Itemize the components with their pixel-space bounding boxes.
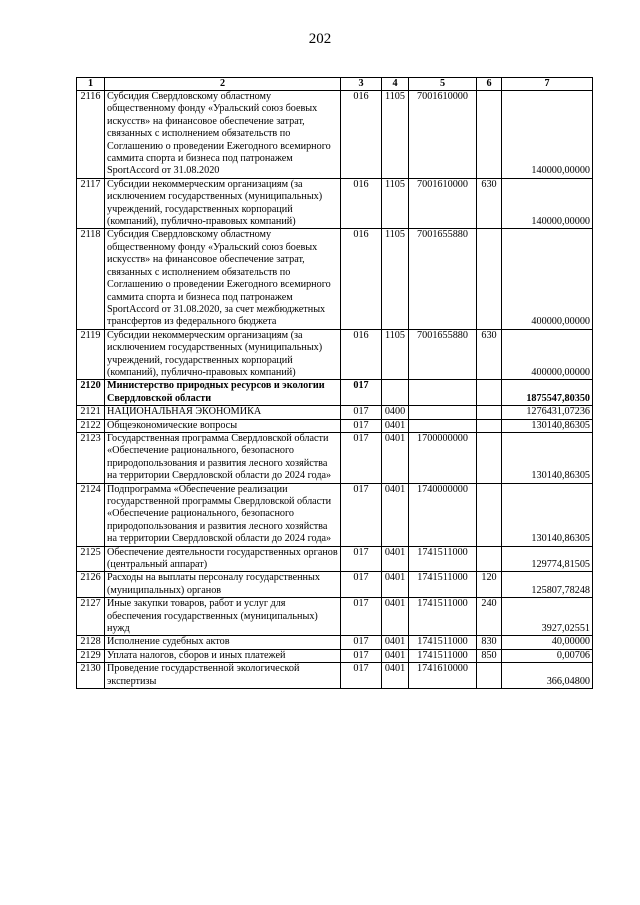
section-code (382, 380, 409, 406)
expense-kind-code: 630 (477, 329, 502, 380)
row-name: НАЦИОНАЛЬНАЯ ЭКОНОМИКА (105, 406, 341, 419)
row-name: Субсидии некоммерческим организациям (за исключением государственных (муниципальных) учреждений, государственных корпораций (компаний), публично-правовых компаний) (105, 329, 341, 380)
row-number: 2117 (77, 178, 105, 229)
row-number: 2121 (77, 406, 105, 419)
amount: 129774,81505 (502, 546, 593, 572)
section-code: 1105 (382, 178, 409, 229)
section-code: 1105 (382, 91, 409, 179)
expense-kind-code (477, 483, 502, 546)
target-article-code: 7001655880 (409, 229, 477, 329)
page-number: 202 (308, 31, 332, 47)
ministry-code: 017 (341, 598, 382, 636)
row-number: 2118 (77, 229, 105, 329)
row-name: Проведение государственной экологической экспертизы (105, 663, 341, 689)
row-number: 2119 (77, 329, 105, 380)
expense-kind-code (477, 380, 502, 406)
row-name: Подпрограмма «Обеспечение реализации государственной программы Свердловской области «Обеспечение рационального, безопасного природопользования и развития лесного хозяйства на территории Свердловской области до 2024 года» (105, 483, 341, 546)
header-cell: 2 (105, 78, 341, 91)
expense-kind-code (477, 229, 502, 329)
amount: 400000,00000 (502, 329, 593, 380)
target-article-code: 1741511000 (409, 572, 477, 598)
table-header-row (77, 78, 593, 91)
expense-kind-code: 120 (477, 572, 502, 598)
ministry-code: 016 (341, 329, 382, 380)
ministry-code: 016 (341, 178, 382, 229)
amount: 130140,86305 (502, 483, 593, 546)
row-number: 2123 (77, 432, 105, 483)
header-cell: 7 (502, 78, 593, 91)
target-article-code: 1741511000 (409, 636, 477, 649)
target-article-code: 7001610000 (409, 91, 477, 179)
table-row (77, 329, 593, 380)
ministry-code: 017 (341, 572, 382, 598)
row-name: Расходы на выплаты персоналу государственных (муниципальных) органов (105, 572, 341, 598)
row-number: 2116 (77, 91, 105, 179)
ministry-code: 017 (341, 649, 382, 662)
table-row (77, 432, 593, 483)
expense-kind-code (477, 432, 502, 483)
row-name: Исполнение судебных актов (105, 636, 341, 649)
table-row (77, 483, 593, 546)
amount: 3927,02551 (502, 598, 593, 636)
row-number: 2130 (77, 663, 105, 689)
ministry-code: 017 (341, 432, 382, 483)
section-code: 0401 (382, 636, 409, 649)
amount: 400000,00000 (502, 229, 593, 329)
target-article-code: 1700000000 (409, 432, 477, 483)
table-row (77, 636, 593, 649)
ministry-code: 016 (341, 229, 382, 329)
section-code: 0401 (382, 598, 409, 636)
ministry-code: 017 (341, 406, 382, 419)
row-number: 2124 (77, 483, 105, 546)
expense-kind-code: 850 (477, 649, 502, 662)
expense-kind-code: 830 (477, 636, 502, 649)
amount: 130140,86305 (502, 432, 593, 483)
ministry-code: 017 (341, 419, 382, 432)
target-article-code (409, 419, 477, 432)
section-code: 0401 (382, 663, 409, 689)
ministry-code: 017 (341, 663, 382, 689)
row-number: 2128 (77, 636, 105, 649)
table-row (77, 649, 593, 662)
target-article-code: 7001610000 (409, 178, 477, 229)
row-number: 2127 (77, 598, 105, 636)
ministry-code: 017 (341, 380, 382, 406)
section-code: 1105 (382, 229, 409, 329)
row-name: Министерство природных ресурсов и экологии Свердловской области (105, 380, 341, 406)
table-row (77, 419, 593, 432)
target-article-code (409, 380, 477, 406)
amount: 1875547,80350 (502, 380, 593, 406)
budget-table (76, 77, 593, 689)
section-code: 0401 (382, 649, 409, 662)
expense-kind-code (477, 406, 502, 419)
target-article-code (409, 406, 477, 419)
row-name: Субсидия Свердловскому областному общественному фонду «Уральский союз боевых искусств» на финансовое обеспечение затрат, связанных с исполнением обязательств по Соглашению о проведении Ежегодного всемирного саммита спорта и бизнеса под патронажем SportAccord от 31.08.2020, за счет межбюджетных трансфертов из федерального бюджета (105, 229, 341, 329)
header-cell: 1 (77, 78, 105, 91)
row-number: 2125 (77, 546, 105, 572)
table-row (77, 598, 593, 636)
expense-kind-code (477, 663, 502, 689)
section-code: 1105 (382, 329, 409, 380)
table-row (77, 91, 593, 179)
amount: 125807,78248 (502, 572, 593, 598)
target-article-code: 1741511000 (409, 546, 477, 572)
expense-kind-code (477, 91, 502, 179)
header-cell: 3 (341, 78, 382, 91)
amount: 40,00000 (502, 636, 593, 649)
header-cell: 4 (382, 78, 409, 91)
row-name: Обеспечение деятельности государственных органов (центральный аппарат) (105, 546, 341, 572)
amount: 130140,86305 (502, 419, 593, 432)
target-article-code: 1741511000 (409, 598, 477, 636)
expense-kind-code (477, 419, 502, 432)
table-row (77, 572, 593, 598)
amount: 140000,00000 (502, 91, 593, 179)
ministry-code: 017 (341, 483, 382, 546)
amount: 1276431,07236 (502, 406, 593, 419)
section-code: 0401 (382, 572, 409, 598)
expense-kind-code: 240 (477, 598, 502, 636)
section-code: 0401 (382, 546, 409, 572)
row-number: 2122 (77, 419, 105, 432)
table-row (77, 178, 593, 229)
target-article-code: 1741610000 (409, 663, 477, 689)
ministry-code: 017 (341, 546, 382, 572)
row-name: Общеэкономические вопросы (105, 419, 341, 432)
table-row (77, 406, 593, 419)
ministry-code: 016 (341, 91, 382, 179)
amount: 366,04800 (502, 663, 593, 689)
row-name: Государственная программа Свердловской области «Обеспечение рационального, безопасного природопользования и развития лесного хозяйства на территории Свердловской области до 2024 года» (105, 432, 341, 483)
row-number: 2129 (77, 649, 105, 662)
table-row (77, 663, 593, 689)
target-article-code: 1740000000 (409, 483, 477, 546)
ministry-code: 017 (341, 636, 382, 649)
expense-kind-code: 630 (477, 178, 502, 229)
header-cell: 6 (477, 78, 502, 91)
target-article-code: 1741511000 (409, 649, 477, 662)
amount: 140000,00000 (502, 178, 593, 229)
table-row (77, 380, 593, 406)
section-code: 0401 (382, 483, 409, 546)
table-row (77, 229, 593, 329)
section-code: 0401 (382, 432, 409, 483)
target-article-code: 7001655880 (409, 329, 477, 380)
row-name: Субсидии некоммерческим организациям (за исключением государственных (муниципальных) учреждений, государственных корпораций (компаний), публично-правовых компаний) (105, 178, 341, 229)
row-name: Уплата налогов, сборов и иных платежей (105, 649, 341, 662)
amount: 0,00706 (502, 649, 593, 662)
table-row (77, 546, 593, 572)
section-code: 0400 (382, 406, 409, 419)
row-number: 2126 (77, 572, 105, 598)
row-name: Иные закупки товаров, работ и услуг для обеспечения государственных (муниципальных) нужд (105, 598, 341, 636)
section-code: 0401 (382, 419, 409, 432)
row-name: Субсидия Свердловскому областному общественному фонду «Уральский союз боевых искусств» на финансовое обеспечение затрат, связанных с исполнением обязательств по Соглашению о проведении Ежегодного всемирного саммита спорта и бизнеса под патронажем SportAccord от 31.08.2020 (105, 91, 341, 179)
expense-kind-code (477, 546, 502, 572)
row-number: 2120 (77, 380, 105, 406)
header-cell: 5 (409, 78, 477, 91)
